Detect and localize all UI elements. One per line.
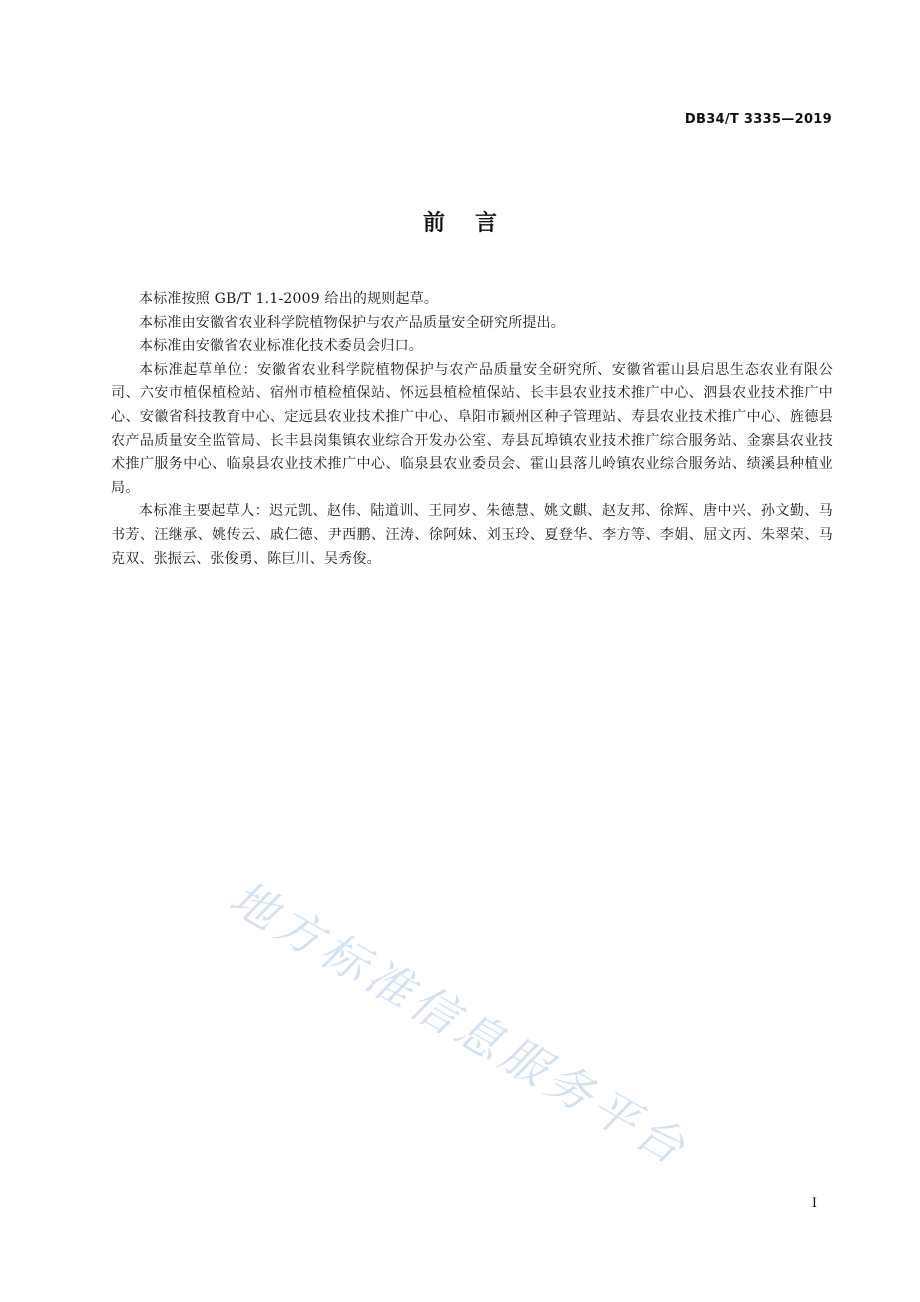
paragraph-drafting-rules: 本标准按照 GB/T 1.1-2009 给出的规则起草。 (139, 291, 439, 307)
watermark: 地方标准信息服务平台 (221, 870, 699, 1177)
paragraph-proposed-by: 本标准由安徽省农业科学院植物保护与农产品质量安全研究所提出。 (139, 314, 565, 331)
page-title-char-2: 言 (475, 211, 498, 236)
page-title (0, 206, 920, 237)
paragraph-drafting-units: 本标准起草单位：安徽省农业科学院植物保护与农产品质量安全研究所、安徽省霍山县启思生态农业有限公司、六安市植保植检站、宿州市植检植保站、怀远县植检植保站、长丰县农业技术推广中心、泗县农业技术推广中心、安徽省科技教育中心、定远县农业技术推广中心、阜阳市颍州区种子管理站、寿县农业技术推广中心、旌德县农产品质量安全监管局、长丰县岗集镇农业综合开发办公室、寿县瓦埠镇农业技术推广综合服务站、金寨县农业技术推广服务中心、临泉县农业技术推广中心、临泉县农业委员会、霍山县落儿岭镇农业综合服务站、绩溪县种植业局。 (111, 361, 833, 496)
page-number: I (811, 1196, 817, 1211)
foreword-body (111, 288, 833, 571)
paragraph-centralized-by: 本标准由安徽省农业标准化技术委员会归口。 (139, 338, 423, 355)
standard-number: DB34/T 3335—2019 (684, 112, 832, 127)
page-title-char-1: 前 (422, 211, 445, 236)
paragraph-main-drafters: 本标准主要起草人：迟元凯、赵伟、陆道训、王同岁、朱德慧、姚文麒、赵友邦、徐辉、唐中兴、孙文勤、马书芳、汪继承、姚传云、戚仁德、尹西鹏、汪涛、徐阿妹、刘玉玲、夏登华、李方等、李娟、屈文丙、朱翠荣、马克双、张振云、张俊勇、陈巨川、吴秀俊。 (111, 503, 833, 567)
